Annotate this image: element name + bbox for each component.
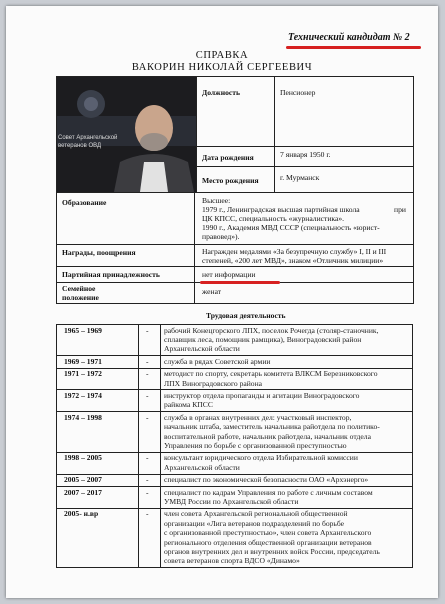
birthplace-label: Место рождения — [202, 176, 259, 185]
photo-caption — [58, 134, 117, 150]
table-border — [56, 266, 414, 267]
work-description-line: Управления по борьбе с организованной преступностью — [164, 440, 347, 450]
table-border — [196, 146, 414, 147]
work-period: 1965 – 1969 — [64, 325, 102, 335]
work-period: 1969 – 1971 — [64, 356, 102, 366]
work-description-line: член совета Архангельской региональной общественной — [164, 509, 348, 519]
document-tag: Технический кандидат № 2 — [288, 32, 410, 43]
table-border — [194, 193, 195, 304]
work-period: 2007 – 2017 — [64, 487, 102, 497]
birthdate-label: Дата рождения — [202, 153, 254, 162]
work-description-line: организации «Лига ветеранов подразделений по борьбе — [164, 518, 345, 528]
table-border — [56, 76, 57, 304]
work-dash: - — [146, 475, 149, 485]
work-period: 2005 – 2007 — [64, 475, 102, 485]
table-border — [196, 76, 197, 193]
work-dash: - — [146, 390, 149, 400]
work-period: 2005- н.вр — [64, 509, 99, 519]
work-description-line: регионального отделения общественной организации ветеранов — [164, 537, 372, 547]
education-line: правовед»). — [202, 232, 240, 241]
table-border — [413, 76, 414, 304]
family-label: Семейное — [62, 284, 96, 293]
work-table-border — [56, 324, 57, 568]
work-description-line: начальник штаба, заместитель начальника райотдела по политико- — [164, 422, 380, 432]
work-description-line: райкома КПСС — [164, 400, 213, 410]
work-dash: - — [146, 356, 149, 366]
work-table-border — [138, 324, 139, 568]
work-description-line: УМВД России по Архангельской области — [164, 496, 299, 506]
work-description-line: сплавщик леса, помощник рамщика), Виноградовский район — [164, 334, 362, 344]
work-dash: - — [146, 369, 149, 379]
family-label: положение — [62, 293, 99, 302]
work-description-line: совета ветеранов спорта ВДСО «Динамо» — [164, 556, 300, 566]
birthplace-value: г. Мурманск — [280, 173, 320, 182]
work-description-line: служба в рядах Советской армии — [164, 356, 271, 366]
work-description-line: рабочий Конецгорского ЛПХ, поселок Рочегда (столяр-станочник, — [164, 325, 379, 335]
work-description-line: Архангельской области — [164, 462, 240, 472]
document-title: СПРАВКА — [195, 50, 249, 61]
work-description-line: ЛПХ Виноградовского района — [164, 378, 263, 388]
table-border — [56, 192, 414, 193]
work-dash: - — [146, 509, 149, 519]
document-sheet — [6, 6, 438, 598]
work-description-line: методист по спорту, секретарь комитета ВЛКСМ Березниковского — [164, 369, 378, 379]
work-description-line: специалист по кадрам Управления по работе с личным составом — [164, 487, 373, 497]
work-description-line: органов внутренних дел и внутренних войск России, председатель — [164, 546, 380, 556]
person-name: ВАКОРИН НИКОЛАЙ СЕРГЕЕВИЧ — [131, 62, 313, 73]
work-description-line: консультант юридического отдела Избирательной комиссии — [164, 453, 358, 463]
education-line: ЦК КПСС, специальность «журналистика». — [202, 214, 345, 223]
work-dash: - — [146, 453, 149, 463]
photo-caption-line: Совет Архангельской — [58, 135, 118, 141]
awards-line: степеней, «200 лет МВД», знаком «Отличник милиции» — [202, 256, 384, 265]
party-underline — [200, 281, 280, 284]
work-period: 1972 – 1974 — [64, 390, 102, 400]
education-extra: при — [394, 205, 406, 214]
work-period: 1998 – 2005 — [64, 453, 102, 463]
portrait-photo — [56, 76, 196, 192]
awards-line: Награжден медалями «За безупречную службу» I, II и III — [202, 247, 387, 256]
work-table-border — [56, 567, 412, 568]
work-description-line: служба в органах внутренних дел: участковый инспектор, — [164, 412, 352, 422]
work-description-line: специалист по экономической безопасности ОАО «Архэнерго» — [164, 475, 369, 485]
table-border — [56, 244, 414, 245]
education-line: 1979 г., Ленинградская высшая партийная школа — [202, 205, 360, 214]
table-border — [56, 76, 414, 77]
position-label: Должность — [202, 88, 240, 97]
work-description-line: инструктор отдела пропаганды и агитации Виноградовского — [164, 390, 360, 400]
education-label: Образование — [62, 198, 107, 207]
work-dash: - — [146, 487, 149, 497]
work-description-line: с организованной преступностью», член совета Архангельского — [164, 528, 372, 538]
education-line: 1990 г., Академия МВД СССР (специальность «юрист- — [202, 223, 380, 232]
position-value: Пенсионер — [280, 88, 316, 97]
table-border — [274, 76, 275, 193]
work-dash: - — [146, 412, 149, 422]
work-period: 1974 – 1998 — [64, 412, 102, 422]
table-border — [56, 303, 414, 304]
work-heading: Трудовая деятельность — [206, 311, 286, 320]
work-description-line: Архангельской области — [164, 344, 240, 354]
work-table-border — [412, 324, 413, 568]
work-period: 1971 – 1972 — [64, 369, 102, 379]
work-table-border — [160, 324, 161, 568]
birthdate-value: 7 января 1950 г. — [280, 150, 331, 159]
party-value: нет информации — [202, 270, 256, 279]
tag-underline — [286, 46, 421, 49]
party-label: Партийная принадлежность — [62, 270, 160, 279]
table-border — [196, 166, 414, 167]
family-value: женат — [202, 287, 222, 296]
work-dash: - — [146, 325, 149, 335]
work-description-line: воспитательной работе, начальник райотдела, начальник отдела — [164, 431, 371, 441]
education-line: Высшее: — [202, 196, 231, 205]
awards-label: Награды, поощрения — [62, 248, 136, 257]
photo-caption-line: ветеранов ОВД — [58, 143, 102, 149]
